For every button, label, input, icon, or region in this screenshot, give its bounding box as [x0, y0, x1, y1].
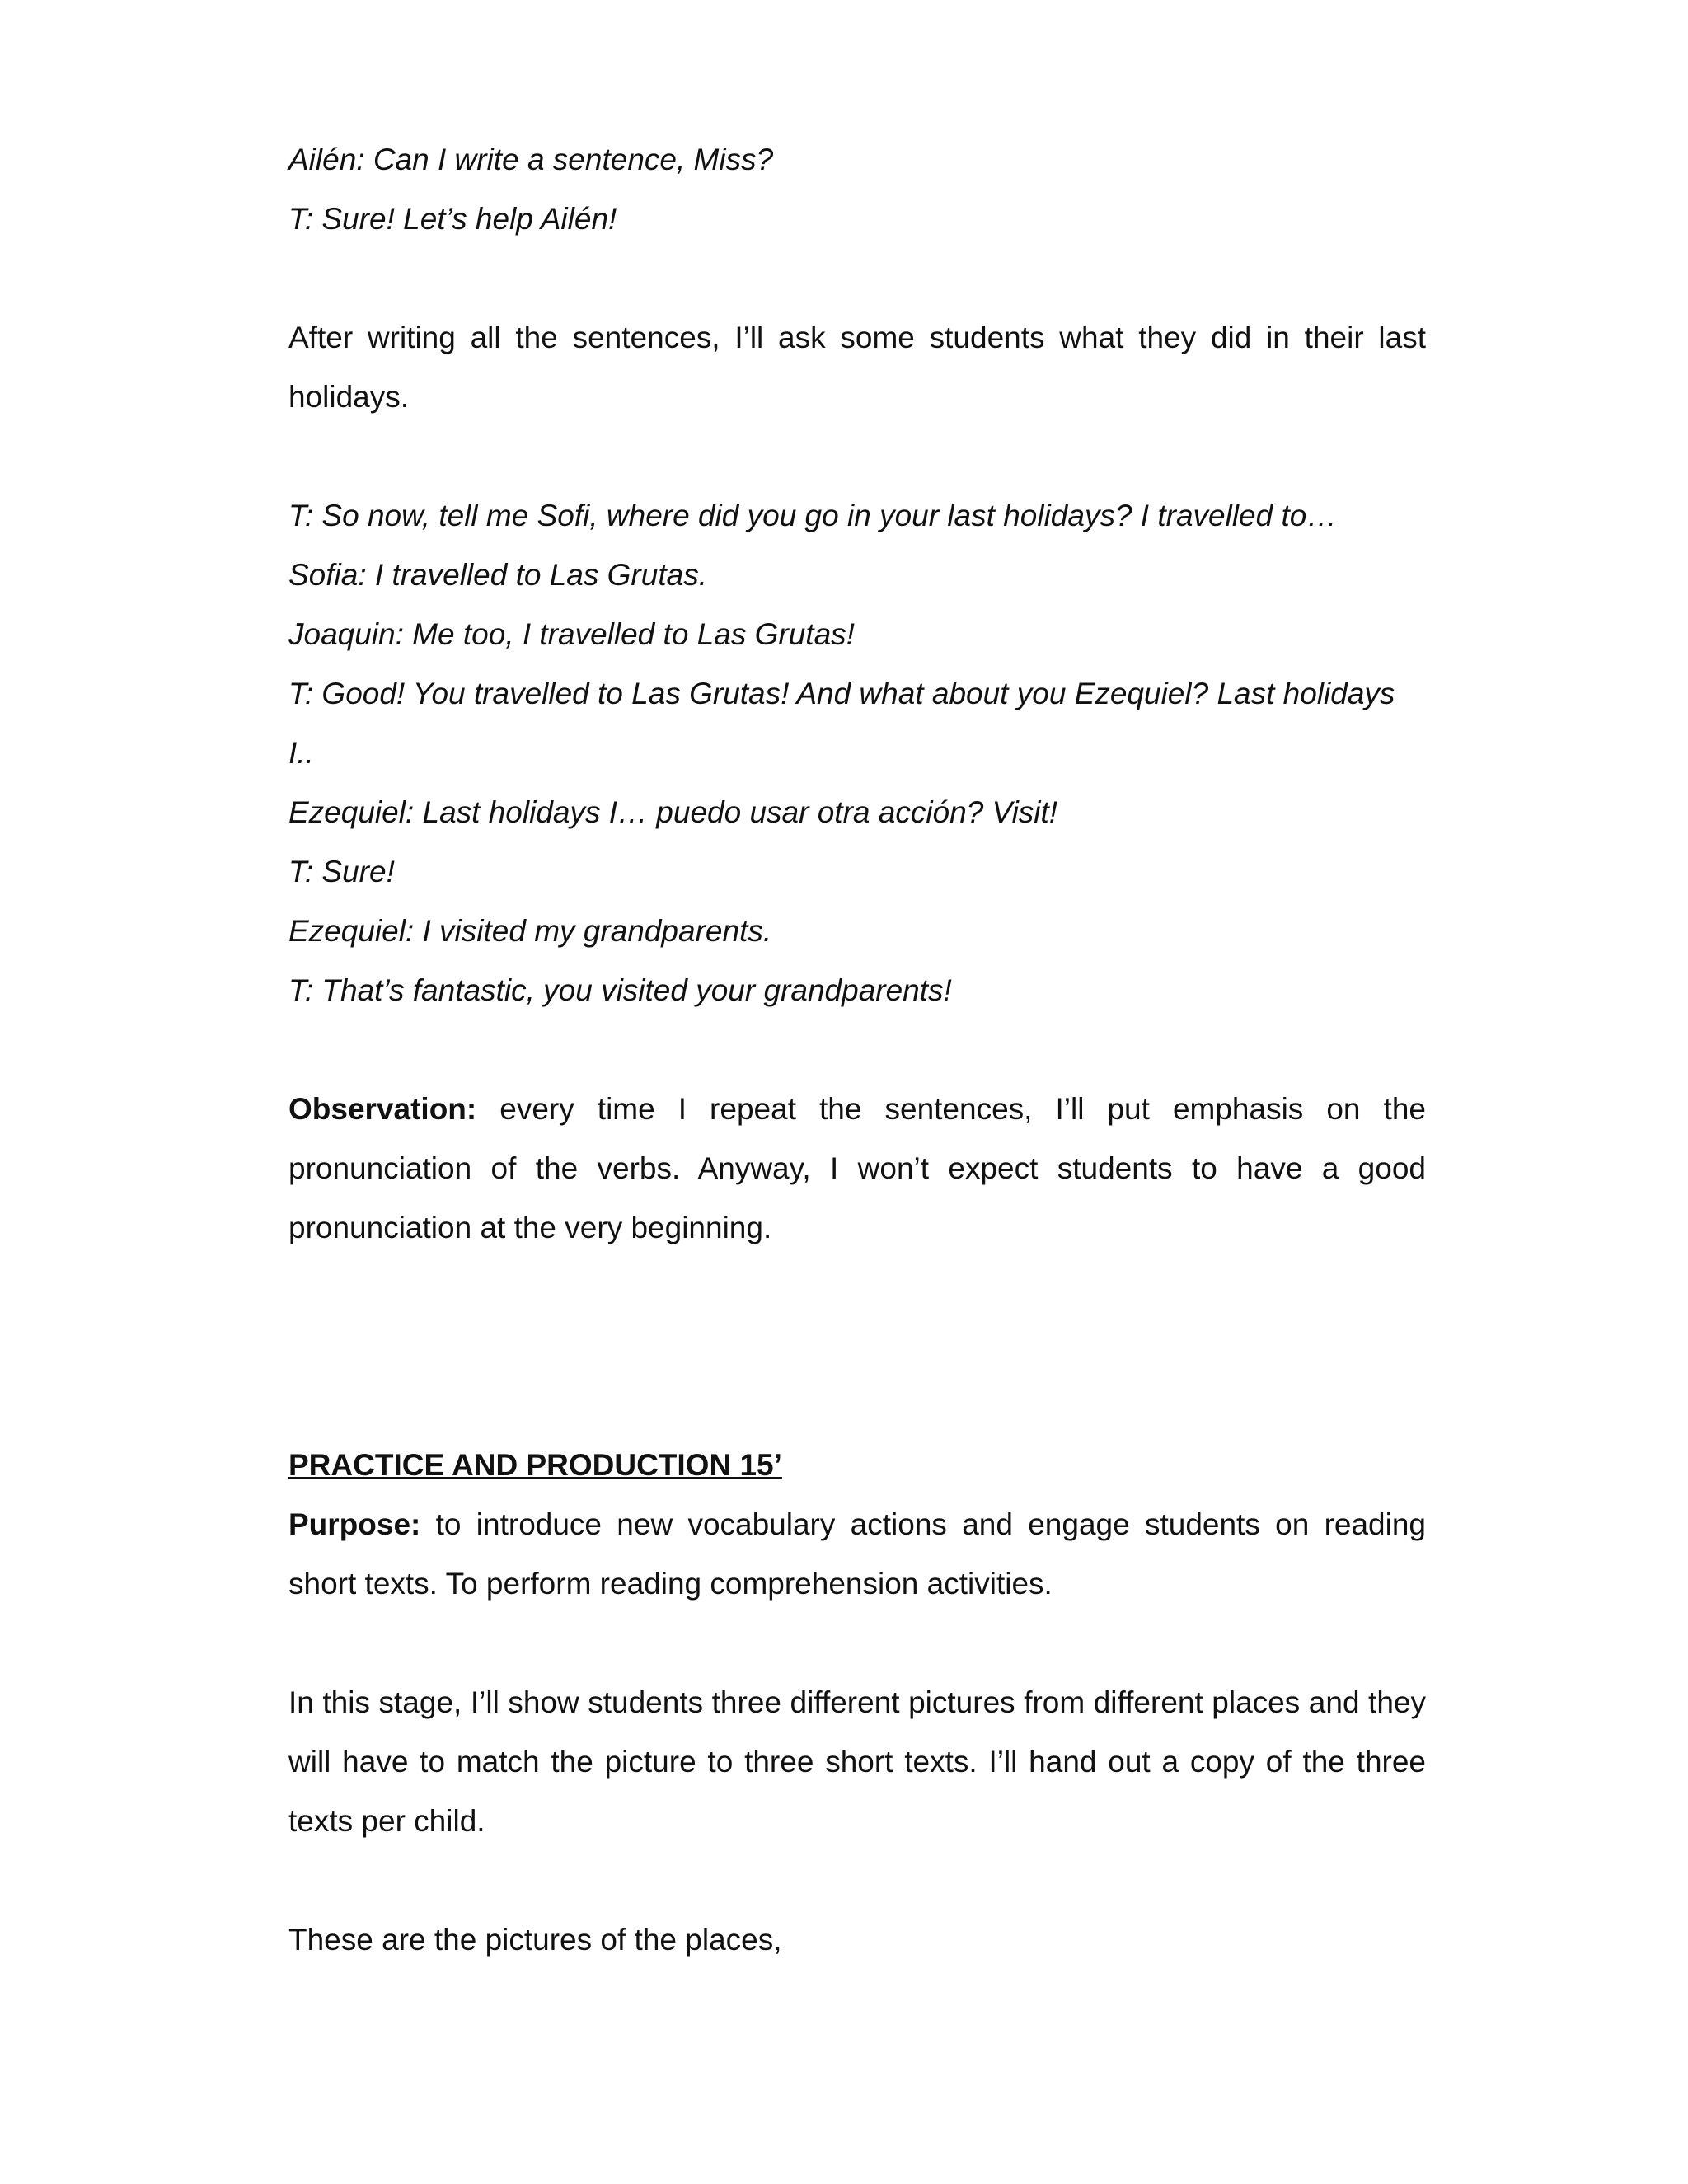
- purpose-label: Purpose:: [288, 1507, 421, 1541]
- dialogue-line: Ezequiel: I visited my grandparents.: [288, 914, 772, 948]
- pictures-paragraph: These are the pictures of the places,: [288, 1923, 782, 1957]
- observation-paragraph: [288, 1080, 1426, 1258]
- spacer: [288, 249, 1426, 308]
- dialogue-line: T: Good! You travelled to Las Grutas! And what about you Ezequiel? Last holidays I..: [288, 677, 1395, 770]
- dialogue-line: T: So now, tell me Sofi, where did you go in your last holidays? I travelled to…: [288, 499, 1338, 532]
- dialogue-line: Sofia: I travelled to Las Grutas.: [288, 558, 707, 592]
- paragraph-after-writing: After writing all the sentences, I’ll ask some students what they did in their last holidays.: [288, 321, 1426, 414]
- dialogue-line: T: Sure! Let’s help Ailén!: [288, 202, 617, 236]
- dialogue-line: T: That’s fantastic, you visited your grandparents!: [288, 973, 952, 1007]
- dialogue-line: Joaquin: Me too, I travelled to Las Grutas!: [288, 617, 855, 651]
- observation-label: Observation:: [288, 1092, 477, 1126]
- dialogue-line: Ezequiel: Last holidays I… puedo usar otra acción? Visit!: [288, 795, 1058, 829]
- spacer: [288, 1020, 1426, 1080]
- spacer: [288, 1614, 1426, 1673]
- spacer: [288, 1851, 1426, 1910]
- purpose-text: to introduce new vocabulary actions and engage students on reading short texts. To perform reading comprehension activities.: [288, 1507, 1426, 1601]
- dialogue-line: T: Sure!: [288, 855, 395, 888]
- dialogue-line: Ailén: Can I write a sentence, Miss?: [288, 143, 774, 176]
- observation-text: every time I repeat the sentences, I’ll put emphasis on the pronunciation of the verbs. Anyway, I won’t expect students to have a good pronunciation at the very beginning.: [288, 1092, 1426, 1244]
- page-content: [288, 130, 1426, 1970]
- spacer: [288, 1258, 1426, 1436]
- stage-paragraph: In this stage, I’ll show students three different pictures from different places and they will have to match the picture to three short texts. I’ll hand out a copy of the three texts per child.: [288, 1685, 1426, 1838]
- section-heading: PRACTICE AND PRODUCTION 15’: [288, 1448, 782, 1482]
- purpose-paragraph: [288, 1495, 1426, 1614]
- spacer: [288, 427, 1426, 486]
